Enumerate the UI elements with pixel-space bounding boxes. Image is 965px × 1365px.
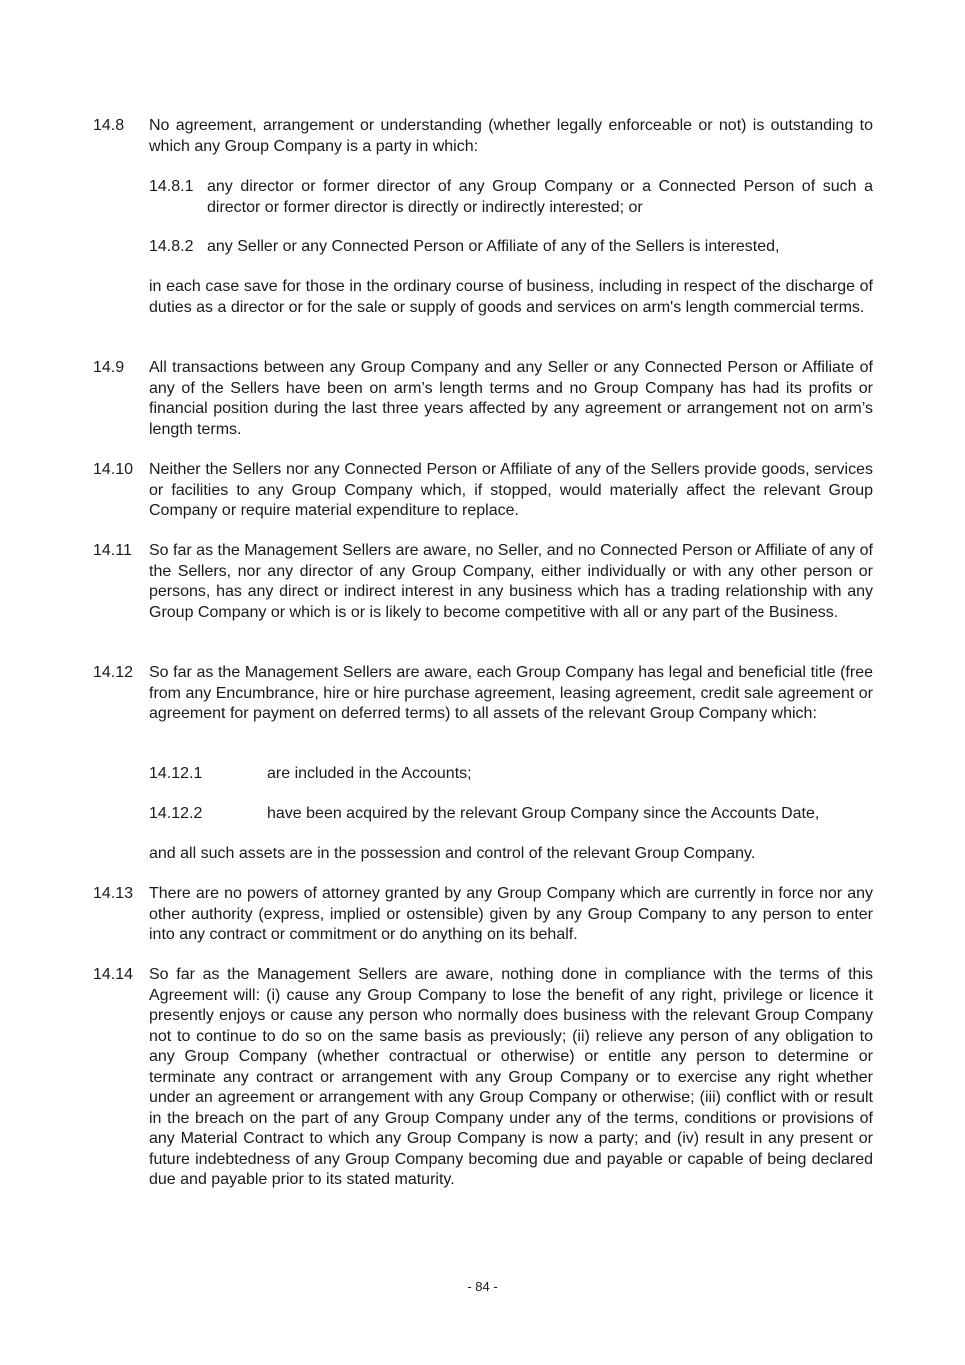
subclause-text: are included in the Accounts;	[267, 765, 472, 782]
subclause-14-12-2	[149, 804, 873, 825]
clause-text: So far as the Management Sellers are aware, nothing done in compliance with the terms of this Agreement will: (i) cause any Group Company to lose the benefit of any right, privilege or licence it presently enjoys or cause any person who normally does business with the relevant Group Company not to continue to do so on the same basis as previously; (ii) relieve any person of any obligation to any Group Company (whether contractual or otherwise) or entitle any person to determine or terminate any contract or arrangement with any Group Company or to exercise any right whether under an agreement or arrangement with any Group Company or otherwise; (iii) conflict with or result in the breach on the part of any Group Company under any of the terms, conditions or provisions of any Material Contract to which any Group Company is now a party; and (iv) result in any present or future indebtedness of any Group Company becoming due and payable or capable of being declared due and payable prior to its stated maturity.	[149, 966, 873, 1188]
subclause-number: 14.8.1	[149, 178, 194, 195]
subclause-14-8-1	[149, 177, 873, 218]
subclause-14-12-1	[149, 764, 873, 785]
subclause-text: any Seller or any Connected Person or Affiliate of any of the Sellers is interested,	[207, 238, 780, 255]
subclause-number: 14.12.1	[149, 765, 203, 782]
clause-number: 14.10	[93, 461, 134, 478]
clause-14-8	[93, 116, 873, 157]
subclause-text: have been acquired by the relevant Group Company since the Accounts Date,	[267, 805, 820, 822]
clause-text: All transactions between any Group Company and any Seller or any Connected Person or Affiliate of any of the Sellers have been on arm’s length terms and no Group Company has had its profits or financial position during the last three years affected by any agreement or arrangement not on arm’s length terms.	[149, 359, 873, 438]
clause-number: 14.11	[93, 542, 132, 559]
clause-text: There are no powers of attorney granted by any Group Company which are currently in force nor any other authority (express, implied or ostensible) given by any Group Company to any person to enter into any contract or commitment or do anything on its behalf.	[149, 885, 873, 943]
clause-number: 14.12	[93, 664, 134, 681]
clause-number: 14.14	[93, 966, 134, 983]
clause-14-8-tail: in each case save for those in the ordinary course of business, including in respect of the discharge of duties as a director or for the sale or supply of goods and services on arm's length commercial terms.	[149, 278, 873, 316]
clause-number: 14.9	[93, 359, 125, 376]
clause-14-12-tail: and all such assets are in the possession and control of the relevant Group Company.	[149, 845, 756, 862]
clause-14-14	[93, 965, 873, 1191]
clause-text: Neither the Sellers nor any Connected Person or Affiliate of any of the Sellers provide goods, services or facilities to any Group Company which, if stopped, would materially affect the relevant Group Company or require material expenditure to replace.	[149, 461, 873, 519]
clause-text: No agreement, arrangement or understanding (whether legally enforceable or not) is outstanding to which any Group Company is a party in which:	[149, 117, 873, 155]
clause-text: So far as the Management Sellers are aware, each Group Company has legal and beneficial title (free from any Encumbrance, hire or hire purchase agreement, leasing agreement, credit sale agreement or agreement for payment on deferred terms) to all assets of the relevant Group Company which:	[149, 664, 873, 722]
subclause-text: any director or former director of any Group Company or a Connected Person of such a director or former director is directly or indirectly interested; or	[207, 178, 873, 216]
clause-14-10	[93, 460, 873, 522]
subclause-number: 14.12.2	[149, 805, 203, 822]
clause-number: 14.8	[93, 117, 125, 134]
clause-text: So far as the Management Sellers are aware, no Seller, and no Connected Person or Affiliate of any of the Sellers, nor any director of any Group Company, either individually or with any other person or persons, has any direct or indirect interest in any business which has a trading relationship with any Group Company or which is or is likely to become competitive with all or any part of the Business.	[149, 542, 873, 621]
clause-number: 14.13	[93, 885, 134, 902]
subclause-14-8-2	[149, 237, 873, 258]
clause-14-13	[93, 884, 873, 946]
clause-14-11	[93, 541, 873, 623]
clause-14-12	[93, 663, 873, 725]
subclause-number: 14.8.2	[149, 238, 194, 255]
clause-14-9	[93, 358, 873, 440]
page-number: - 84 -	[467, 1279, 498, 1294]
